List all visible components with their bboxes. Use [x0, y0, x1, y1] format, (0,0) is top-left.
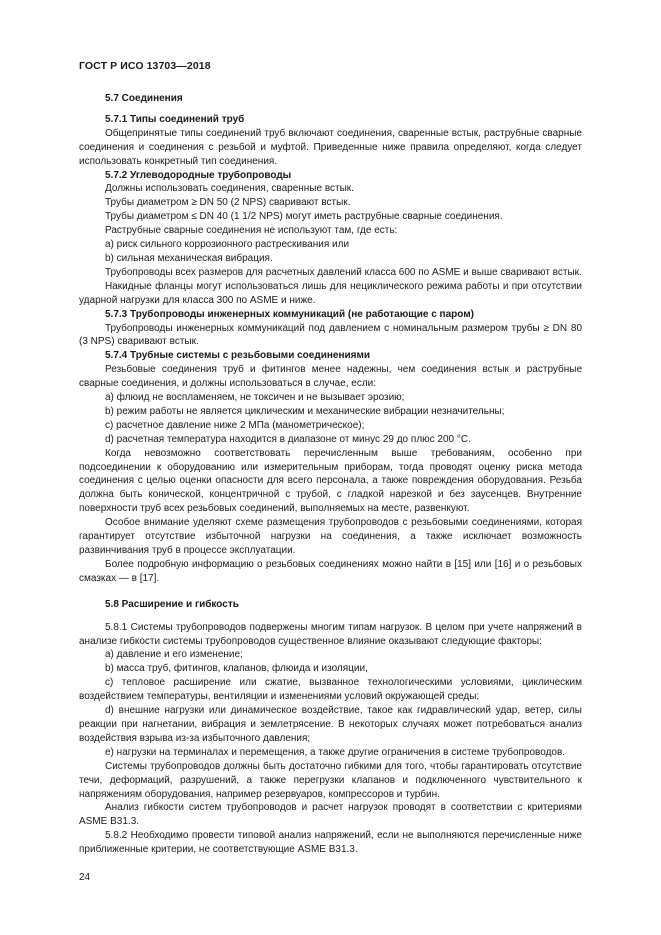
section-heading: 5.7.4 Трубные системы с резьбовыми соединениями: [105, 350, 371, 362]
list-item: a) флюид не воспламеняем, не токсичен и не вызывает эрозию;: [105, 392, 405, 404]
paragraph: Резьбовые соединения труб и фитингов менее надежны, чем соединения встык и раструбные сварные соединения, и должны использоваться в случае, если:: [79, 364, 582, 390]
section-heading: 5.7.1 Типы соединений труб: [105, 113, 245, 125]
section-heading: 5.7.2 Углеводородные трубопроводы: [105, 169, 292, 181]
list-item: b) масса труб, фитингов, клапанов, флюида и изоляции,: [105, 663, 368, 675]
section-heading: 5.7.3 Трубопроводы инженерных коммуникаций (не работающие с паром): [105, 308, 474, 320]
paragraph: Трубы диаметром ≥ DN 50 (2 NPS) сваривают встык.: [105, 197, 351, 209]
list-item: a) давление и его изменение;: [105, 649, 243, 661]
paragraph: Особое внимание уделяют схеме размещения трубопроводов с резьбовыми соединениями, которая гарантирует отсутствие избыточной нагрузки на соединения, а также исключает возможность развинчивания труб в процессе эксплуатации.: [79, 517, 582, 556]
page-number: 24: [79, 872, 91, 883]
paragraph: d) внешние нагрузки или динамическое воздействие, такое как гидравлический удар, ветер, силы реакции при нагнетании, вибрация и землетрясение. В некоторых случаях может потребоваться анализ воздействия взрыва из-за избыточного давления;: [79, 705, 582, 744]
paragraph: Анализ гибкости систем трубопроводов и расчет нагрузок проводят в соответствии с критериями ASME B31.3.: [79, 802, 582, 828]
list-item: a) риск сильного коррозионного растрескивания или: [105, 239, 350, 251]
paragraph: 5.8.2 Необходимо провести типовой анализ напряжений, если не выполняются перечисленные ниже приближенные критерии, не соответствующие ASME B31.3.: [79, 830, 582, 856]
paragraph: Когда невозможно соответствовать перечисленным выше требованиям, особенно при подсоединении к оборудованию или измерительным приборам, тогда проводят оценку риска метода соединения с целью оценки опасности для всего персонала, а также повреждения оборудования. Резьба должна быть конической, концентричной с трубой, с гладкой нарезкой и без заусенцев. Внутренние поверхности труб всех резьбовых соединений, выполняемых на месте, развенкуют.: [79, 447, 582, 515]
paragraph: c) тепловое расширение или сжатие, вызванное технологическими условиями, циклическим воздействием температуры, вентиляции и изменениями условий окружающей среды;: [79, 677, 582, 703]
paragraph: Общепринятые типы соединений труб включают соединения, сваренные встык, раструбные сварные соединения и соединения с резьбой и муфтой. Приведенные ниже правила определяют, когда следует использовать конкретный тип соединения.: [79, 127, 582, 167]
paragraph: Трубопроводы всех размеров для расчетных давлений класса 600 по ASME и выше сваривают встык.: [105, 266, 582, 278]
list-item: e) нагрузки на терминалах и перемещения, а также другие ограничения в системе трубопроводов.: [105, 746, 566, 758]
paragraph: Более подробную информацию о резьбовых соединениях можно найти в [15] или [16] и о резьбовых смазках — в [17].: [79, 558, 582, 584]
list-item: b) режим работы не является циклическим и механические вибрации незначительны;: [105, 405, 505, 417]
section-heading: 5.8 Расширение и гибкость: [105, 598, 239, 610]
document-body: [79, 92, 582, 857]
paragraph: 5.8.1 Системы трубопроводов подвержены многим типам нагрузок. В целом при учете напряжений в анализе гибкости системы трубопроводов существенное влияние оказывают следующие факторы:: [79, 621, 582, 647]
list-item: b) сильная механическая вибрация.: [105, 252, 273, 264]
paragraph: Должны использовать соединения, сваренные встык.: [105, 183, 354, 195]
document-header: ГОСТ Р ИСО 13703—2018: [79, 60, 211, 72]
paragraph: Трубы диаметром ≤ DN 40 (1 1/2 NPS) могут иметь раструбные сварные соединения.: [105, 211, 503, 223]
list-item: c) расчетное давление ниже 2 МПа (манометрическое);: [105, 419, 365, 431]
paragraph: Системы трубопроводов должны быть достаточно гибкими для того, чтобы гарантировать отсутствие течи, деформаций, разрушений, а также перегрузки клапанов и подключенного чувствительного к напряжениям оборудования, например резервуаров, компрессоров и турбин.: [79, 760, 582, 800]
list-item: d) расчетная температура находится в диапазоне от минус 29 до плюс 200 °С.: [105, 433, 471, 445]
section-heading: 5.7 Соединения: [105, 93, 183, 104]
paragraph: Накидные фланцы могут использоваться лишь для нециклического режима работы и при отсутствии ударной нагрузки для класса 300 по ASME и ниже.: [79, 280, 582, 306]
paragraph: Раструбные сварные соединения не используют там, где есть:: [105, 225, 398, 237]
paragraph: Трубопроводы инженерных коммуникаций под давлением с номинальным размером трубы ≥ DN 80 (3 NPS) сваривают встык.: [79, 322, 582, 348]
